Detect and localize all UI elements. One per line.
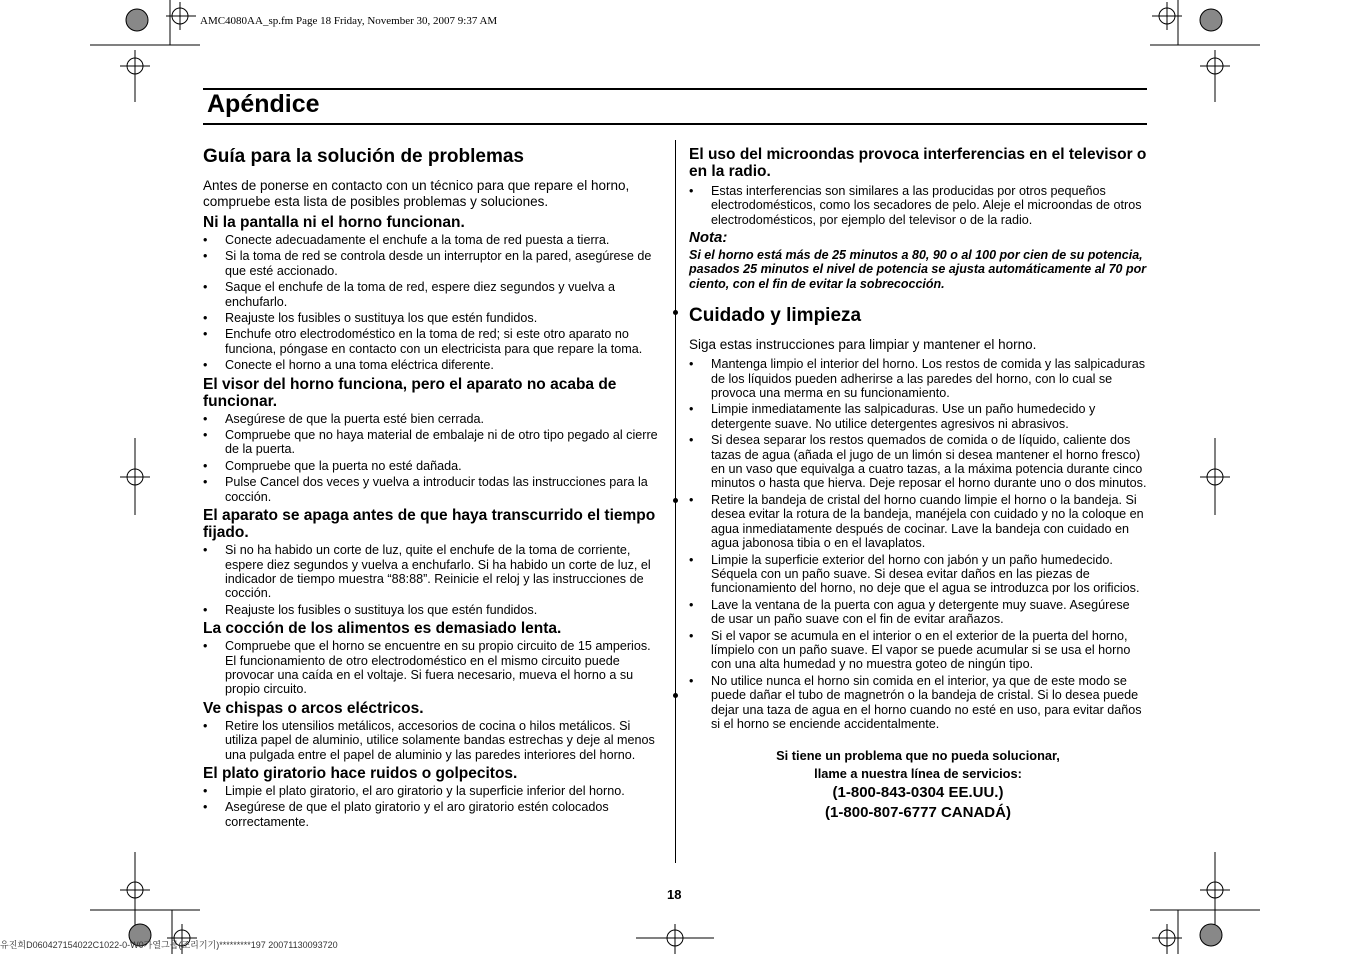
title-rule-top (203, 88, 1147, 90)
troubleshooting-heading: Guía para la solución de problemas (203, 146, 524, 167)
list-item: • Limpie inmediatamente las salpicaduras. Use un paño humedecido y detergente suave. No utilice detergentes agresivos ni abrasivos. (689, 402, 1147, 431)
solution-list (203, 543, 661, 617)
troubleshooting-sections (203, 214, 661, 829)
list-item: • Si el vapor se acumula en el interior o en el exterior de la puerta del horno, límpielo con un paño suave. El vapor se puede acumular si se usa el horno con una alta humedad y no muestra goteo de ningún tipo. (689, 629, 1147, 672)
list-item: • Limpie la superficie exterior del horno con jabón y un paño humedecido. Séquela con un paño suave. Si desea evitar daños en las piezas de funcionamiento del horno, no deje que el agua se introduzca por los orificios. (689, 553, 1147, 596)
solution-item: • Si la toma de red se controla desde un interruptor en la pared, asegúrese de que esté accionado. (203, 249, 661, 278)
solution-item: • Reajuste los fusibles o sustituya los que estén fundidos. (203, 603, 661, 617)
solution-item: • Conecte el horno a una toma eléctrica diferente. (203, 358, 661, 372)
solution-list (203, 719, 661, 762)
solution-item: • Compruebe que el horno se encuentre en su propio circuito de 15 amperios. El funcionamiento de otro electrodoméstico en el mismo circuito puede provocar una caída en el voltaje. Si fuera necesario, mueva el horno a su propio circuito. (203, 639, 661, 697)
problem-heading: La cocción de los alimentos es demasiado lenta. (203, 620, 562, 638)
page-number: 18 (667, 887, 682, 902)
problem-heading: El plato giratorio hace ruidos o golpecitos. (203, 764, 518, 782)
list-item: • Estas interferencias son similares a las producidas por otros pequeños electrodomésticos, como los secadores de pelo. Aleje el microondas de otros electrodomésticos, por ejemplo del televisor o de la radio. (689, 184, 1147, 227)
care-heading: Cuidado y limpieza (689, 305, 862, 327)
solution-item: • Compruebe que la puerta no esté dañada. (203, 459, 661, 473)
solution-item: • Si no ha habido un corte de luz, quite el enchufe de la toma de corriente, espere diez segundos y vuelva a enchufarlo. Si ha habido un corte de luz, el indicador de tiempo muestra “88:88”. Reinicie el reloj y las instrucciones de cocción. (203, 543, 661, 601)
solution-item: • Limpie el plato giratorio, el aro giratorio y la superficie inferior del horno. (203, 784, 661, 798)
note-heading: Nota: (689, 229, 728, 247)
solution-item: • Saque el enchufe de la toma de red, espere diez segundos y vuelva a enchufarlo. (203, 280, 661, 309)
solution-item: • Pulse Cancel dos veces y vuelva a introducir todas las instrucciones para la cocción. (203, 475, 661, 504)
list-item: • No utilice nunca el horno sin comida en el interior, ya que de este modo se puede dañar el tubo de magnetrón o la bandeja de cristal. Si lo desea puede dejar una taza de agua en el horno cuando no esté en uso, para evitar daños si el horno se enciende accidentalmente. (689, 674, 1147, 732)
care-intro: Siga estas instrucciones para limpiar y mantener el horno. (689, 337, 1037, 353)
contact-line-2: llame a nuestra línea de servicios: (814, 766, 1022, 782)
right-column (689, 146, 1147, 823)
problem-heading: Ni la pantalla ni el horno funcionan. (203, 214, 465, 231)
solution-item: • Asegúrese de que el plato giratorio y el aro giratorio estén colocados correctamente. (203, 800, 661, 829)
binding-dot (673, 693, 678, 698)
interference-list (689, 184, 1147, 227)
problem-heading: El aparato se apaga antes de que haya transcurrido el tiempo fijado. (203, 507, 656, 542)
solution-item: • Asegúrese de que la puerta esté bien cerrada. (203, 412, 661, 426)
solution-item: • Reajuste los fusibles o sustituya los que estén fundidos. (203, 311, 661, 325)
care-list (689, 357, 1147, 731)
problem-heading: Ve chispas o arcos eléctricos. (203, 699, 424, 717)
solution-list (203, 639, 661, 697)
phone-canada: (1-800-807-6777 CANADÁ) (825, 804, 1011, 822)
footer-code: 유진희D060427154022C1022-0-W0가열그룹(조리기기)*********197 20071130093720 (0, 940, 338, 950)
note-text: Si el horno está más de 25 minutos a 80, 90 o al 100 por cien de su potencia, pasados 25 minutos el nivel de potencia se ajusta automáticamente al 70 por ciento, con el fin de evitar la sobrecocción. (689, 247, 1147, 291)
list-item: • Mantenga limpio el interior del horno. Los restos de comida y las salpicaduras de los líquidos pueden adherirse a las paredes del horno, con lo cual se provoca una merma en su funcionamiento. (689, 357, 1147, 400)
service-contact (689, 747, 1147, 823)
list-item: • Lave la ventana de la puerta con agua y detergente muy suave. Asegúrese de usar un paño suave con el fin de evitar arañazos. (689, 598, 1147, 627)
phone-us: (1-800-843-0304 EE.UU.) (832, 784, 1004, 802)
solution-item: • Conecte adecuadamente el enchufe a la toma de red puesta a tierra. (203, 233, 661, 247)
binding-dot (673, 310, 678, 315)
solution-list (203, 412, 661, 504)
solution-list (203, 233, 661, 373)
solution-item: • Retire los utensilios metálicos, accesorios de cocina o hilos metálicos. Si utiliza papel de aluminio, utilice solamente bandas estrechas y deje al menos una pulgada entre el papel de aluminio y las paredes interiores del horno. (203, 719, 661, 762)
solution-item: • Compruebe que no haya material de embalaje ni de otro tipo pegado al cierre de la puerta. (203, 428, 661, 457)
interference-heading: El uso del microondas provoca interferencias en el televisor o en la radio. (689, 146, 1147, 180)
troubleshooting-intro: Antes de ponerse en contacto con un técnico para que repare el horno, compruebe esta lista de posibles problemas y soluciones. (203, 178, 630, 209)
page-title: Apéndice (207, 90, 320, 118)
solution-item: • Enchufe otro electrodoméstico en la toma de red; si este otro aparato no funciona, póngase en contacto con un electricista para que repare la toma. (203, 327, 661, 356)
solution-list (203, 784, 661, 829)
binding-dot (673, 498, 678, 503)
file-header-line: AMC4080AA_sp.fm Page 18 Friday, November 30, 2007 9:37 AM (200, 15, 498, 27)
contact-line-1: Si tiene un problema que no pueda solucionar, (776, 748, 1060, 764)
list-item: • Si desea separar los restos quemados de comida o de líquido, caliente dos tazas de agua (añada el jugo de un limón si desea mantener el horno fresco) en un vaso que equivalga a cuatro tazas, a la máxima potencia durante cinco minutos o hasta que hierva. Deje reposar el horno durante uno o dos minutos. (689, 433, 1147, 491)
list-item: • Retire la bandeja de cristal del horno cuando limpie el horno o la bandeja. Si desea evitar la rotura de la bandeja, manéjela con cuidado y no la coloque en agua inmediatamente después de cocinar. Lave la bandeja con cuidado en agua jabonosa tibia o en el lavaplatos. (689, 493, 1147, 551)
title-rule-bottom (203, 123, 1147, 125)
problem-heading: El visor del horno funciona, pero el aparato no acaba de funcionar. (203, 375, 617, 410)
left-column (203, 146, 661, 832)
